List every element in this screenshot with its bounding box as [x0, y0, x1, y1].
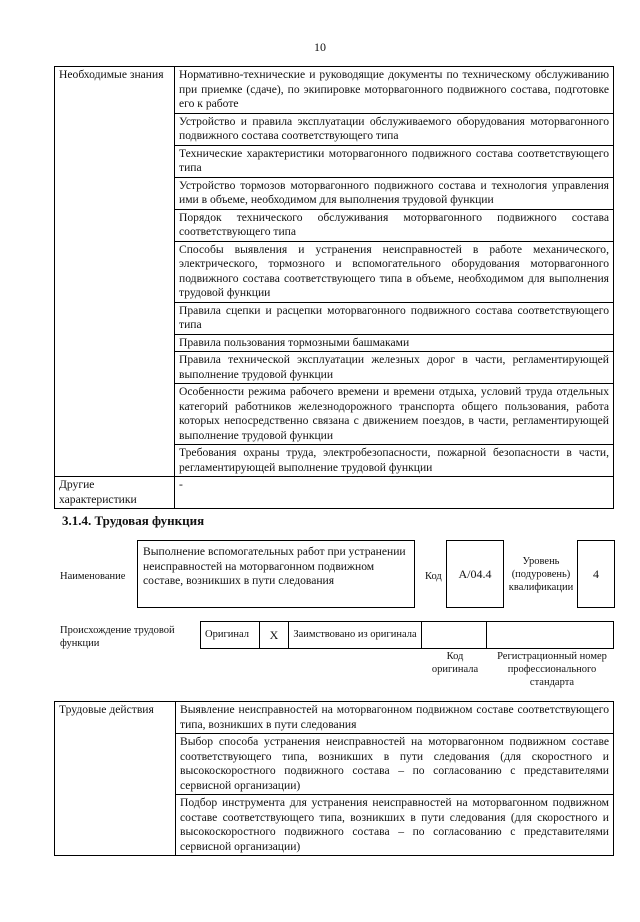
table-row	[55, 477, 614, 509]
knowledge-item: Правила технической эксплуатации железных дорог в части, регламентирующей выполнение трудовой функции	[175, 352, 614, 384]
registration-number-caption: Регистрационный номер профессионального стандарта	[497, 651, 607, 688]
knowledge-item: Особенности режима рабочего времени и времени отдыха, условий труда отдельных категорий работников железнодорожного транспорта общего пользования, работа которых непосредственно связана с движением поездов, в части, регламентирующей выполнение трудовой функции	[175, 384, 614, 445]
knowledge-item: Требования охраны труда, электробезопасности, пожарной безопасности в части, регламентирующей выполнение трудовой функции	[175, 445, 614, 477]
knowledge-item: Устройство и правила эксплуатации обслуживаемого оборудования моторвагонного подвижного состава соответствующего типа	[175, 113, 614, 145]
section-title: 3.1.4. Трудовая функция	[62, 513, 205, 528]
name-label: Наименование	[60, 571, 126, 582]
origin-original-label: Оригинал	[201, 622, 260, 649]
table-row	[201, 622, 614, 649]
origin-table	[200, 621, 614, 649]
table-row	[55, 702, 614, 734]
origin-code-cell	[422, 622, 487, 649]
other-value: -	[175, 477, 614, 509]
knowledge-item: Правила пользования тормозными башмаками	[175, 334, 614, 352]
origin-code-caption: Код оригинала	[431, 651, 479, 675]
origin-borrowed-label: Заимствовано из оригинала	[289, 622, 422, 649]
action-item: Выявление неисправностей на моторвагонном подвижном составе соответствующего типа, возникших в пути следования	[176, 702, 614, 734]
actions-label: Трудовые действия	[55, 702, 176, 856]
qualification-level-value: 4	[577, 540, 615, 608]
knowledge-item: Правила сцепки и расцепки моторвагонного подвижного состава соответствующего типа	[175, 302, 614, 334]
function-code: А/04.4	[446, 540, 504, 608]
knowledge-item: Порядок технического обслуживания моторвагонного подвижного состава соответствующего типа	[175, 209, 614, 241]
knowledge-item: Способы выявления и устранения неисправностей в работе механического, электрического, тормозного и вспомогательного оборудования моторвагонного подвижного состава соответствующего типа в объеме, необходимом для выполнения трудовой функции	[175, 241, 614, 302]
code-label: Код	[425, 571, 442, 582]
qualification-level-label: Уровень (подуровень) квалификации	[508, 556, 574, 593]
page-number: 10	[314, 40, 326, 54]
function-name: Выполнение вспомогательных работ при устранении неисправностей на моторвагонном подвижном составе, возникших в пути следования	[137, 540, 415, 608]
table-row	[55, 67, 614, 114]
action-item: Выбор способа устранения неисправностей на моторвагонном подвижном составе соответствующего типа, возникших в пути следования (для скоростного и высокоскоростного подвижного состава – по согласованию с представителями сервисной организации)	[176, 734, 614, 795]
action-item: Подбор инструмента для устранения неисправностей на моторвагонном подвижном составе соответствующего типа, возникших в пути следования (для скоростного и высокоскоростного подвижного состава – по согласованию с представителями сервисной организации)	[176, 795, 614, 856]
origin-registration-cell	[487, 622, 614, 649]
knowledge-table	[54, 66, 614, 509]
knowledge-item: Устройство тормозов моторвагонного подвижного состава и технология управления ими в объеме, необходимом для выполнения трудовой функции	[175, 177, 614, 209]
other-label: Другие характеристики	[55, 477, 175, 509]
knowledge-item: Нормативно-технические и руководящие документы по техническому обслуживанию при приемке (сдаче), по экипировке моторвагонного подвижного состава, подготовке его к работе	[175, 67, 614, 114]
knowledge-item: Технические характеристики моторвагонного подвижного состава соответствующего типа	[175, 145, 614, 177]
origin-original-mark: X	[260, 622, 289, 649]
actions-table	[54, 701, 614, 856]
origin-label: Происхождение трудовой функции	[60, 625, 175, 649]
knowledge-label: Необходимые знания	[55, 67, 175, 477]
